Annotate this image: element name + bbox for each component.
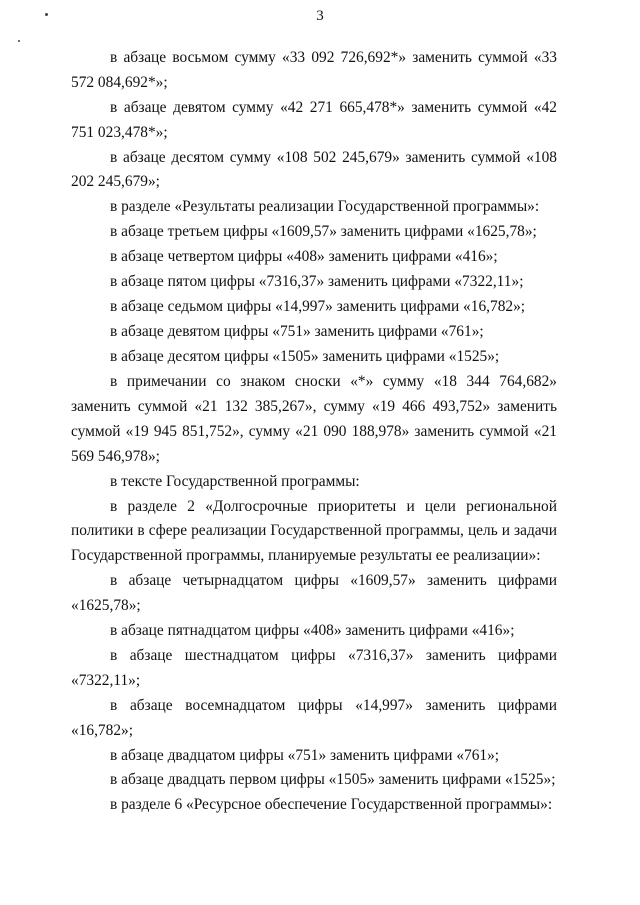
paragraph: в абзаце восьмом сумму «33 092 726,692*» заменить суммой «33 572 084,692*»; bbox=[71, 49, 557, 91]
paragraph: в абзаце десятом сумму «108 502 245,679» заменить суммой «108 202 245,679»; bbox=[71, 148, 557, 191]
paragraph: в разделе «Результаты реализации Государственной программы»: bbox=[110, 198, 540, 216]
page-number: 3 bbox=[316, 8, 324, 24]
scan-speck bbox=[18, 40, 20, 42]
document-body bbox=[71, 46, 557, 818]
paragraph: в абзаце девятом цифры «751» заменить цифрами «761»; bbox=[110, 323, 484, 341]
paragraph: в абзаце шестнадцатом цифры «7316,37» заменить цифрами «7322,11»; bbox=[71, 646, 557, 689]
paragraph: в абзаце девятом сумму «42 271 665,478*» заменить суммой «42 751 023,478*»; bbox=[71, 98, 557, 141]
paragraph: в абзаце десятом цифры «1505» заменить цифрами «1525»; bbox=[110, 348, 500, 366]
paragraph: в разделе 2 «Долгосрочные приоритеты и цели региональной политики в сфере реализации Государственной программы, цель и задачи Государственной программы, планируемые результаты ее реализации»: bbox=[71, 497, 557, 565]
paragraph: в абзаце четырнадцатом цифры «1609,57» заменить цифрами «1625,78»; bbox=[71, 572, 557, 614]
paragraph: в абзаце двадцатом цифры «751» заменить цифрами «761»; bbox=[110, 746, 500, 764]
paragraph: в абзаце восемнадцатом цифры «14,997» заменить цифрами «16,782»; bbox=[71, 696, 557, 739]
paragraph: в примечании со знаком сноски «*» сумму «18 344 764,682» заменить суммой «21 132 385,267», сумму «19 466 493,752» заменить суммой «19 945 851,752», сумму «21 090 188,978» заменить суммой «21 569 546,978»; bbox=[71, 373, 557, 465]
paragraph: в абзаце седьмом цифры «14,997» заменить цифрами «16,782»; bbox=[110, 298, 526, 316]
paragraph: в абзаце четвертом цифры «408» заменить цифрами «416»; bbox=[110, 248, 498, 266]
paragraph: в тексте Государственной программы: bbox=[110, 472, 360, 490]
paragraph: в абзаце третьем цифры «1609,57» заменить цифрами «1625,78»; bbox=[110, 223, 537, 241]
paragraph: в абзаце пятом цифры «7316,37» заменить цифрами «7322,11»; bbox=[110, 273, 524, 291]
paragraph: в абзаце двадцать первом цифры «1505» заменить цифрами «1525»; bbox=[110, 771, 556, 789]
paragraph: в разделе 6 «Ресурсное обеспечение Государственной программы»: bbox=[110, 796, 553, 814]
paragraph: в абзаце пятнадцатом цифры «408» заменить цифрами «416»; bbox=[110, 621, 515, 639]
